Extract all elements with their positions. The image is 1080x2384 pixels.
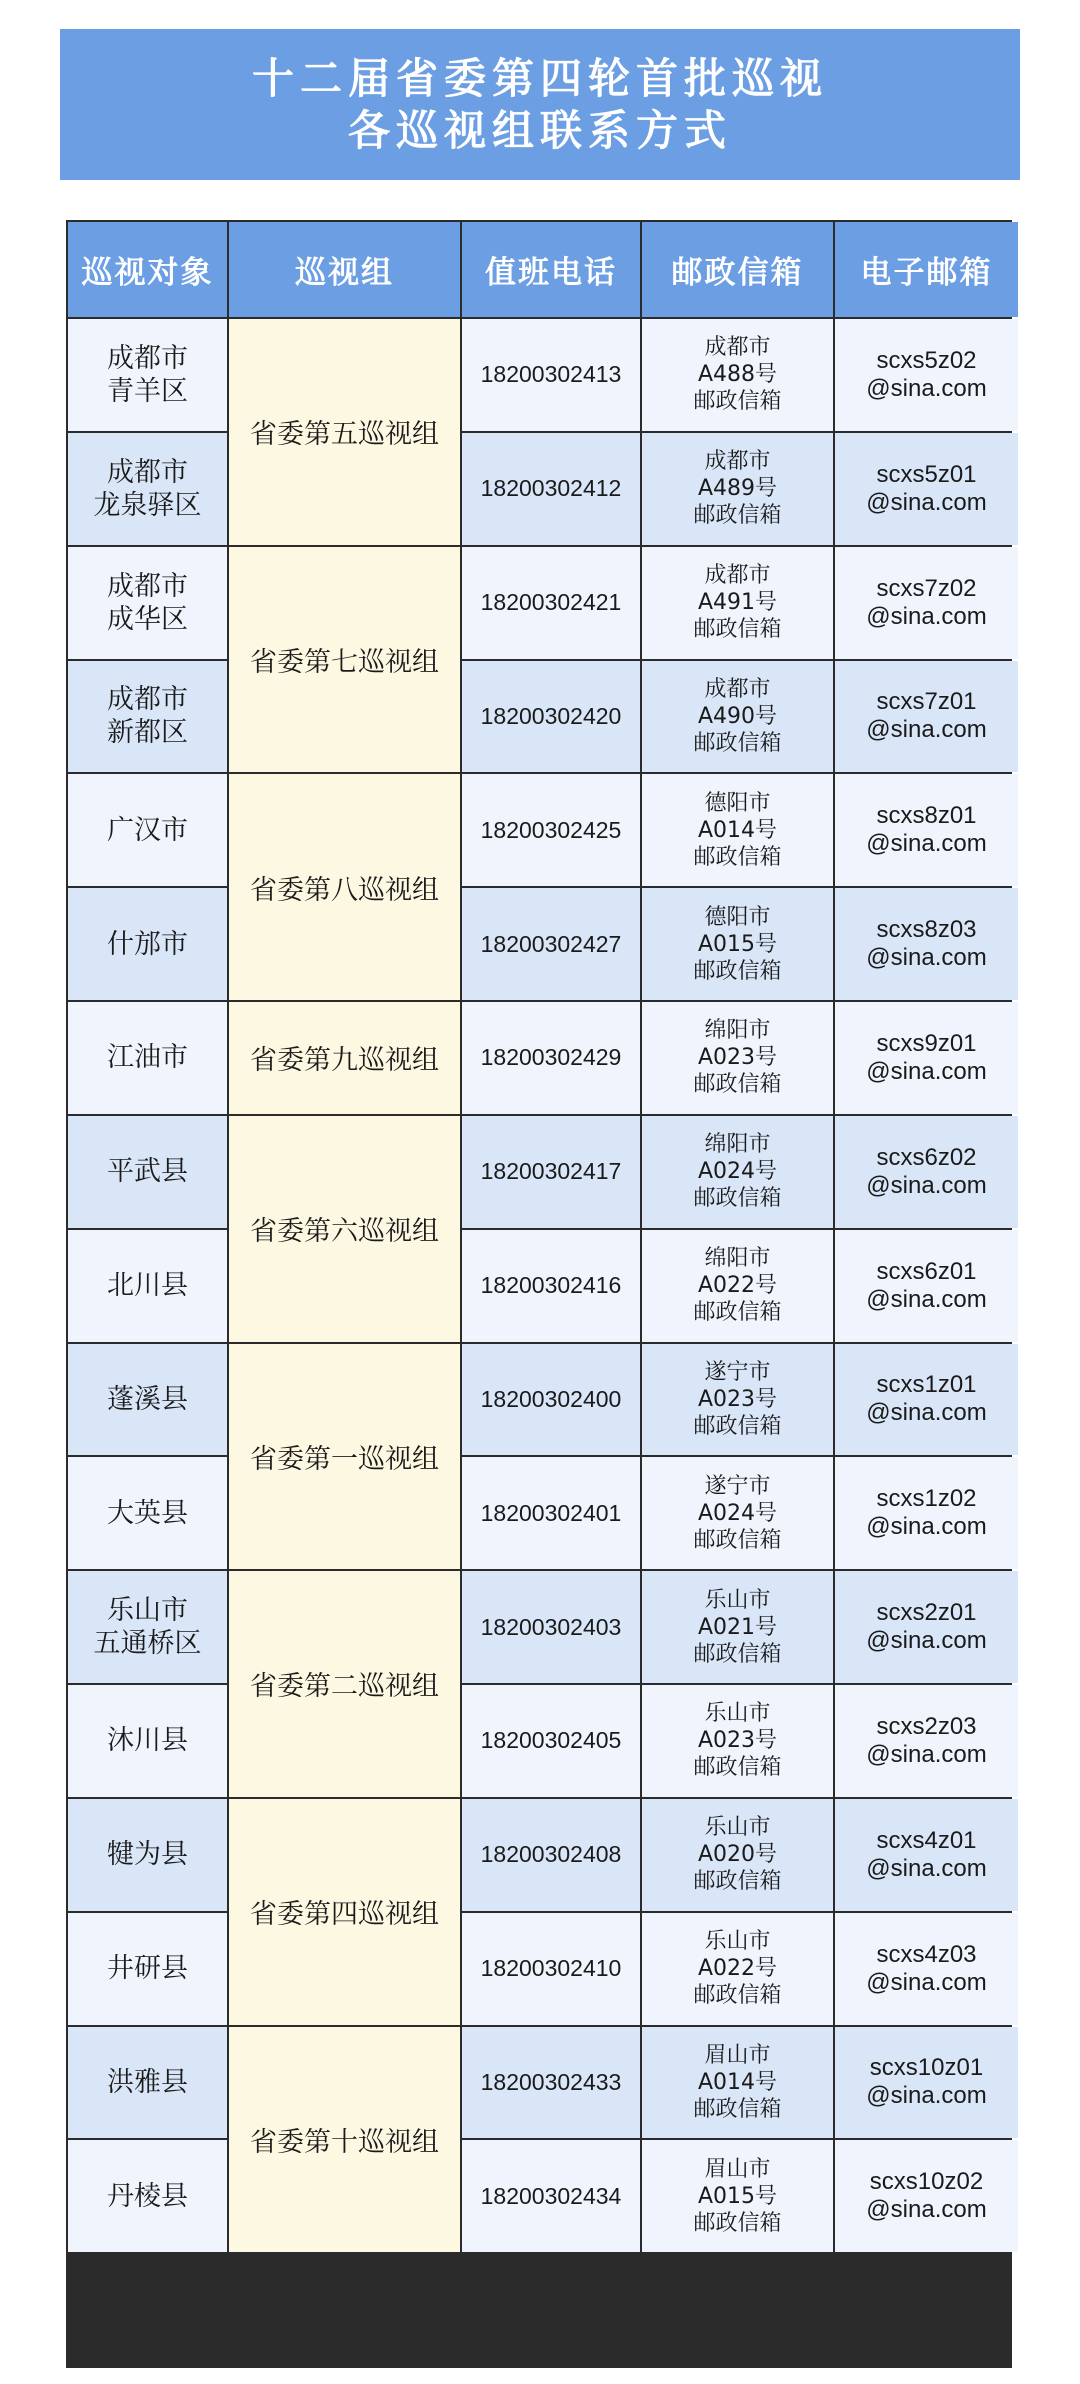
target-cell: [68, 1116, 227, 1228]
phone-cell: 18200302429: [462, 1002, 640, 1114]
target-cell-line: 新都区: [107, 717, 188, 749]
email-cell: [835, 2027, 1018, 2139]
mailbox-cell-line: A023号: [697, 1045, 778, 1071]
header-team: 巡视组: [229, 222, 460, 317]
phone-cell: 18200302413: [462, 319, 640, 431]
email-cell: [835, 1571, 1018, 1683]
target-cell-line: 成都市: [107, 456, 188, 488]
mailbox-cell-line: A014号: [697, 817, 778, 843]
target-cell: [68, 1230, 227, 1342]
email-cell-line: scxs10z01: [869, 2054, 984, 2082]
target-cell-line: 丹棱县: [107, 2180, 188, 2212]
mailbox-cell-line: 邮政信箱: [693, 730, 782, 756]
mailbox-cell-line: A023号: [697, 1728, 778, 1754]
target-cell: [68, 1685, 227, 1797]
email-cell-line: scxs8z03: [876, 916, 977, 944]
mailbox-cell: [642, 888, 833, 1000]
email-cell-line: scxs7z02: [876, 574, 977, 602]
email-cell-line: @sina.com: [866, 1285, 987, 1313]
target-cell-line: 广汉市: [107, 814, 188, 846]
mailbox-cell: [642, 2140, 833, 2252]
email-cell-line: @sina.com: [866, 602, 987, 630]
target-cell-line: 成华区: [107, 603, 188, 635]
mailbox-cell-line: 邮政信箱: [693, 1527, 782, 1553]
mailbox-cell-line: 眉山市: [704, 2042, 771, 2068]
mailbox-cell-line: 绵阳市: [704, 1018, 771, 1044]
email-cell-line: scxs1z02: [876, 1485, 977, 1513]
mailbox-cell-line: 成都市: [704, 676, 771, 702]
target-cell: [68, 1571, 227, 1683]
target-cell-line: 沐川县: [107, 1725, 188, 1757]
mailbox-cell: [642, 1571, 833, 1683]
target-cell-line: 江油市: [107, 1042, 188, 1074]
team-cell: 省委第一巡视组: [229, 1344, 460, 1570]
target-cell-line: 乐山市: [107, 1595, 188, 1627]
email-cell-line: scxs2z03: [876, 1712, 977, 1740]
target-cell-line: 五通桥区: [93, 1628, 202, 1660]
email-cell-line: scxs6z01: [876, 1257, 977, 1285]
mailbox-cell-line: 邮政信箱: [693, 1641, 782, 1667]
target-cell: [68, 319, 227, 431]
header-target: 巡视对象: [68, 222, 227, 317]
mailbox-cell-line: 邮政信箱: [693, 1300, 782, 1326]
phone-cell: 18200302427: [462, 888, 640, 1000]
target-cell: [68, 433, 227, 545]
mailbox-cell-line: 邮政信箱: [693, 1186, 782, 1212]
mailbox-cell-line: A014号: [697, 2069, 778, 2095]
phone-cell: 18200302405: [462, 1685, 640, 1797]
email-cell: [835, 1913, 1018, 2025]
email-cell-line: @sina.com: [866, 944, 987, 972]
mailbox-cell-line: 邮政信箱: [693, 389, 782, 415]
email-cell: [835, 888, 1018, 1000]
target-cell: [68, 547, 227, 659]
mailbox-cell-line: A015号: [697, 2183, 778, 2209]
email-cell-line: @sina.com: [866, 716, 987, 744]
email-cell-line: scxs5z01: [876, 460, 977, 488]
target-cell: [68, 661, 227, 773]
title-line-2: 各巡视组联系方式: [347, 105, 732, 155]
mailbox-cell-line: 德阳市: [704, 790, 771, 816]
mailbox-cell: [642, 1344, 833, 1456]
mailbox-cell-line: A023号: [697, 1386, 778, 1412]
mailbox-cell-line: 成都市: [704, 563, 771, 589]
mailbox-cell-line: A490号: [697, 703, 778, 729]
email-cell-line: @sina.com: [866, 1057, 987, 1085]
email-cell-line: @sina.com: [866, 1627, 987, 1655]
phone-cell: 18200302412: [462, 433, 640, 545]
phone-cell: 18200302417: [462, 1116, 640, 1228]
mailbox-cell: [642, 774, 833, 886]
target-cell: [68, 888, 227, 1000]
mailbox-cell-line: 邮政信箱: [693, 617, 782, 643]
mailbox-cell-line: A022号: [697, 1956, 778, 1982]
mailbox-cell-line: A015号: [697, 931, 778, 957]
mailbox-cell-line: 邮政信箱: [693, 503, 782, 529]
email-cell: [835, 774, 1018, 886]
email-cell-line: scxs9z01: [876, 1029, 977, 1057]
email-cell-line: @sina.com: [866, 1854, 987, 1882]
mailbox-cell-line: 邮政信箱: [693, 1413, 782, 1439]
target-cell: [68, 2140, 227, 2252]
email-cell-line: @sina.com: [866, 1513, 987, 1541]
mailbox-cell-line: A020号: [697, 1842, 778, 1868]
email-cell-line: @sina.com: [866, 2082, 987, 2110]
mailbox-cell-line: 成都市: [704, 449, 771, 475]
mailbox-cell-line: A488号: [697, 362, 778, 388]
mailbox-cell: [642, 1002, 833, 1114]
mailbox-cell-line: A024号: [697, 1500, 778, 1526]
phone-cell: 18200302403: [462, 1571, 640, 1683]
phone-cell: 18200302416: [462, 1230, 640, 1342]
team-cell: 省委第四巡视组: [229, 1799, 460, 2025]
target-cell-line: 平武县: [107, 1156, 188, 1188]
email-cell: [835, 1002, 1018, 1114]
email-cell-line: scxs2z01: [876, 1599, 977, 1627]
target-cell: [68, 1344, 227, 1456]
email-cell-line: scxs7z01: [876, 688, 977, 716]
target-cell-line: 蓬溪县: [107, 1383, 188, 1415]
header-phone: 值班电话: [462, 222, 640, 317]
phone-cell: 18200302408: [462, 1799, 640, 1911]
target-cell: [68, 774, 227, 886]
target-cell-line: 青羊区: [107, 375, 188, 407]
mailbox-cell: [642, 547, 833, 659]
email-cell-line: scxs1z01: [876, 1371, 977, 1399]
mailbox-cell-line: A022号: [697, 1273, 778, 1299]
mailbox-cell-line: 绵阳市: [704, 1246, 771, 1272]
team-cell: 省委第二巡视组: [229, 1571, 460, 1797]
phone-cell: 18200302425: [462, 774, 640, 886]
mailbox-cell-line: 眉山市: [704, 2156, 771, 2182]
email-cell-line: @sina.com: [866, 374, 987, 402]
email-cell-line: scxs10z02: [869, 2168, 984, 2196]
email-cell: [835, 433, 1018, 545]
mailbox-cell-line: 邮政信箱: [693, 1755, 782, 1781]
email-cell-line: scxs5z02: [876, 346, 977, 374]
phone-cell: 18200302401: [462, 1457, 640, 1569]
mailbox-cell-line: 邮政信箱: [693, 1983, 782, 2009]
mailbox-cell: [642, 1799, 833, 1911]
target-cell-line: 井研县: [107, 1953, 188, 1985]
mailbox-cell-line: 遂宁市: [704, 1359, 771, 1385]
target-cell-line: 什邡市: [107, 928, 188, 960]
target-cell-line: 成都市: [107, 570, 188, 602]
mailbox-cell-line: 邮政信箱: [693, 958, 782, 984]
email-cell-line: scxs6z02: [876, 1143, 977, 1171]
target-cell-line: 洪雅县: [107, 2066, 188, 2098]
mailbox-cell: [642, 1230, 833, 1342]
mailbox-cell-line: 邮政信箱: [693, 2096, 782, 2122]
mailbox-cell-line: A021号: [697, 1614, 778, 1640]
email-cell: [835, 2140, 1018, 2252]
team-cell: 省委第八巡视组: [229, 774, 460, 1000]
email-cell-line: @sina.com: [866, 1968, 987, 1996]
target-cell-line: 大英县: [107, 1497, 188, 1529]
mailbox-cell-line: 乐山市: [704, 1815, 771, 1841]
email-cell: [835, 1116, 1018, 1228]
mailbox-cell-line: 绵阳市: [704, 1132, 771, 1158]
mailbox-cell-line: 成都市: [704, 335, 771, 361]
mailbox-cell-line: 邮政信箱: [693, 844, 782, 870]
target-cell-line: 成都市: [107, 342, 188, 374]
phone-cell: 18200302400: [462, 1344, 640, 1456]
mailbox-cell: [642, 1457, 833, 1569]
email-cell-line: scxs8z01: [876, 802, 977, 830]
title-banner: [60, 29, 1020, 180]
mailbox-cell: [642, 319, 833, 431]
mailbox-cell: [642, 1116, 833, 1228]
email-cell: [835, 319, 1018, 431]
mailbox-cell: [642, 1913, 833, 2025]
mailbox-cell: [642, 1685, 833, 1797]
team-cell: 省委第六巡视组: [229, 1116, 460, 1342]
header-mailbox: 邮政信箱: [642, 222, 833, 317]
email-cell: [835, 1457, 1018, 1569]
target-cell-line: 成都市: [107, 684, 188, 716]
email-cell-line: @sina.com: [866, 830, 987, 858]
email-cell: [835, 1799, 1018, 1911]
target-cell: [68, 1913, 227, 2025]
title-line-1: 十二届省委第四轮首批巡视: [251, 53, 828, 103]
email-cell-line: @sina.com: [866, 488, 987, 516]
target-cell-line: 龙泉驿区: [93, 489, 202, 521]
mailbox-cell: [642, 2027, 833, 2139]
team-cell: 省委第九巡视组: [229, 1002, 460, 1114]
email-cell-line: @sina.com: [866, 1740, 987, 1768]
target-cell-line: 北川县: [107, 1270, 188, 1302]
email-cell-line: @sina.com: [866, 1171, 987, 1199]
target-cell: [68, 1799, 227, 1911]
email-cell-line: @sina.com: [866, 1399, 987, 1427]
mailbox-cell-line: 乐山市: [704, 1701, 771, 1727]
phone-cell: 18200302410: [462, 1913, 640, 2025]
phone-cell: 18200302421: [462, 547, 640, 659]
mailbox-cell-line: 邮政信箱: [693, 1869, 782, 1895]
email-cell: [835, 1685, 1018, 1797]
mailbox-cell-line: A024号: [697, 1159, 778, 1185]
email-cell: [835, 661, 1018, 773]
email-cell: [835, 1230, 1018, 1342]
email-cell: [835, 547, 1018, 659]
phone-cell: 18200302433: [462, 2027, 640, 2139]
mailbox-cell-line: 遂宁市: [704, 1473, 771, 1499]
mailbox-cell-line: 德阳市: [704, 904, 771, 930]
target-cell: [68, 1002, 227, 1114]
team-cell: 省委第十巡视组: [229, 2027, 460, 2253]
mailbox-cell-line: 邮政信箱: [693, 2210, 782, 2236]
phone-cell: 18200302434: [462, 2140, 640, 2252]
mailbox-cell-line: A489号: [697, 476, 778, 502]
mailbox-cell-line: 邮政信箱: [693, 1072, 782, 1098]
target-cell: [68, 1457, 227, 1569]
team-cell: 省委第五巡视组: [229, 319, 460, 545]
mailbox-cell-line: 乐山市: [704, 1929, 771, 1955]
target-cell-line: 犍为县: [107, 1839, 188, 1871]
email-cell: [835, 1344, 1018, 1456]
mailbox-cell-line: A491号: [697, 590, 778, 616]
target-cell: [68, 2027, 227, 2139]
contact-table: [66, 220, 1012, 2368]
phone-cell: 18200302420: [462, 661, 640, 773]
mailbox-cell-line: 乐山市: [704, 1587, 771, 1613]
mailbox-cell: [642, 661, 833, 773]
header-email: 电子邮箱: [835, 222, 1018, 317]
email-cell-line: scxs4z01: [876, 1826, 977, 1854]
mailbox-cell: [642, 433, 833, 545]
team-cell: 省委第七巡视组: [229, 547, 460, 773]
email-cell-line: @sina.com: [866, 2196, 987, 2224]
email-cell-line: scxs4z03: [876, 1940, 977, 1968]
